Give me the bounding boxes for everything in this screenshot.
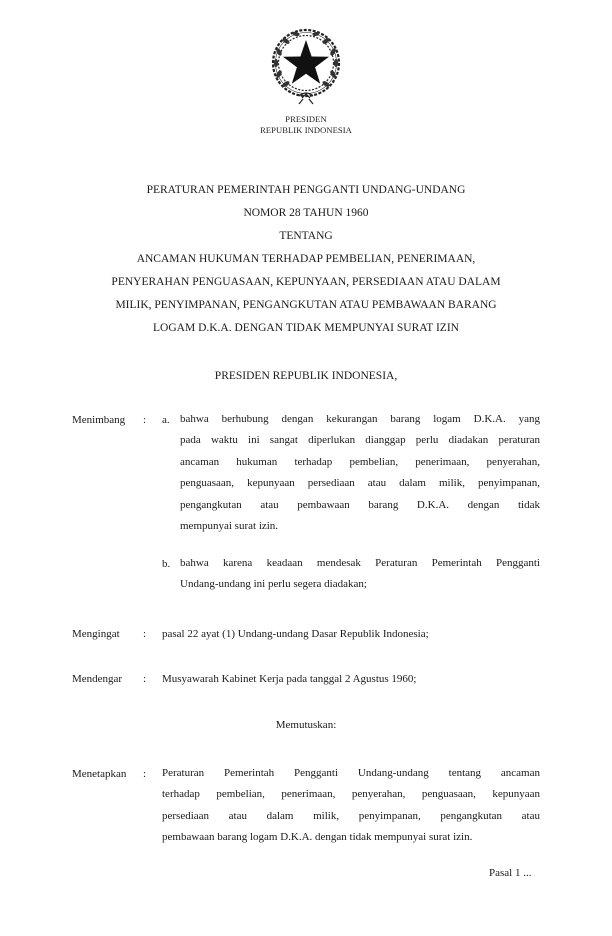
memutuskan-heading: Memutuskan: bbox=[275, 719, 337, 731]
issuer-heading: PRESIDEN REPUBLIK INDONESIA, bbox=[214, 370, 398, 382]
text-line: pembawaan barang logam D.K.A. dengan tidak mempunyai surat izin. bbox=[162, 831, 473, 844]
text-line: Undang-undang ini perlu segera diadakan; bbox=[180, 578, 367, 591]
title-line-7: LOGAM D.K.A. DENGAN TIDAK MEMPUNYAI SURAT IZIN bbox=[153, 322, 459, 334]
menimbang-a-marker: a. bbox=[162, 414, 170, 426]
title-line-1: PERATURAN PEMERINTAH PENGGANTI UNDANG-UNDANG bbox=[146, 184, 466, 196]
text-line: terhadap pembelian, penerimaan, penyerahan, penguasaan, kepunyaan bbox=[162, 788, 540, 801]
header-republic: REPUBLIK INDONESIA bbox=[260, 125, 352, 135]
menetapkan-label: Menetapkan bbox=[72, 768, 127, 780]
menimbang-colon: : bbox=[143, 414, 147, 426]
mendengar-label: Mendengar bbox=[72, 673, 123, 685]
text-line: pada waktu ini sangat diperlukan dianggap perlu diadakan peraturan bbox=[180, 434, 540, 447]
menimbang-b-marker: b. bbox=[162, 558, 171, 570]
menimbang-label: Menimbang bbox=[72, 414, 126, 426]
menetapkan-text bbox=[162, 763, 540, 849]
title-line-3: TENTANG bbox=[279, 230, 333, 242]
text-line: bahwa berhubung dengan kekurangan barang logam D.K.A. yang bbox=[180, 413, 540, 425]
garuda-emblem-icon bbox=[269, 26, 343, 108]
mengingat-text: pasal 22 ayat (1) Undang-undang Dasar Republik Indonesia; bbox=[162, 628, 429, 640]
mengingat-label: Mengingat bbox=[72, 628, 120, 640]
title-line-5: PENYERAHAN PENGUASAAN, KEPUNYAAN, PERSEDIAAN ATAU DALAM bbox=[111, 276, 501, 288]
text-line: persediaan atau dalam milik, penyimpanan, pengangkutan atau bbox=[162, 809, 540, 822]
mendengar-text: Musyawarah Kabinet Kerja pada tanggal 2 Agustus 1960; bbox=[162, 673, 417, 685]
title-line-4: ANCAMAN HUKUMAN TERHADAP PEMBELIAN, PENERIMAAN, bbox=[136, 253, 476, 265]
mengingat-colon: : bbox=[143, 628, 147, 640]
menimbang-a-text bbox=[180, 409, 540, 537]
text-line: Peraturan Pemerintah Pengganti Undang-undang tentang ancaman bbox=[162, 767, 540, 779]
text-line: penguasaan, kepunyaan persediaan atau dalam milik, penyimpanan, bbox=[180, 477, 540, 490]
menimbang-b-text bbox=[180, 553, 540, 596]
menetapkan-colon: : bbox=[143, 768, 147, 780]
text-line: mempunyai surat izin. bbox=[180, 520, 279, 533]
continuation-note: Pasal 1 ... bbox=[489, 867, 532, 879]
title-line-6: MILIK, PENYIMPANAN, PENGANGKUTAN ATAU PEMBAWAAN BARANG bbox=[115, 299, 497, 311]
header-president: PRESIDEN bbox=[285, 114, 327, 124]
text-line: bahwa karena keadaan mendesak Peraturan Pemerintah Pengganti bbox=[180, 557, 540, 569]
mendengar-colon: : bbox=[143, 673, 147, 685]
title-line-2: NOMOR 28 TAHUN 1960 bbox=[243, 207, 369, 219]
text-line: ancaman hukuman terhadap pembelian, penerimaan, penyerahan, bbox=[180, 455, 540, 468]
text-line: pengangkutan atau pembawaan barang D.K.A. dengan tidak bbox=[180, 498, 540, 511]
